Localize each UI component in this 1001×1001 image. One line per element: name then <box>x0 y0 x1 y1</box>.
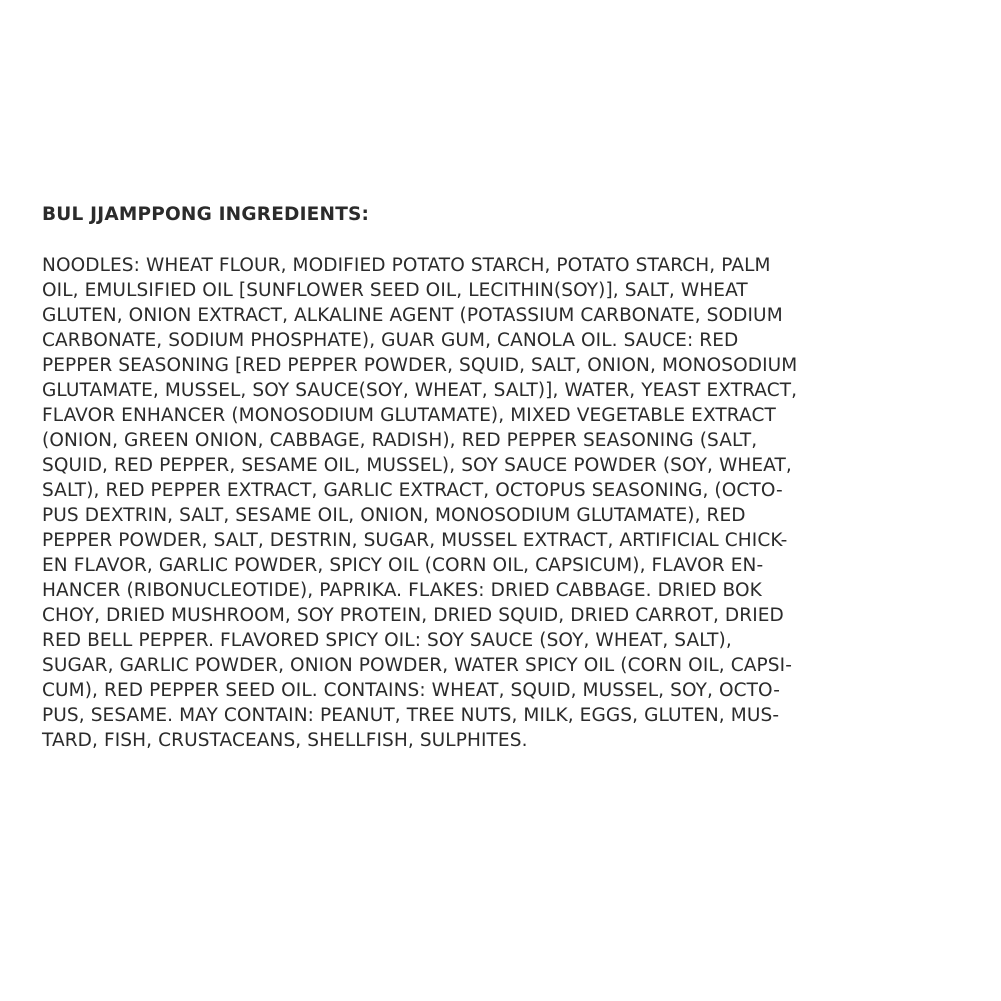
ingredients-line: CHOY, DRIED MUSHROOM, SOY PROTEIN, DRIED SQUID, DRIED CARROT, DRIED <box>42 605 784 626</box>
ingredients-line: CUM), RED PEPPER SEED OIL. CONTAINS: WHEAT, SQUID, MUSSEL, SOY, OCTO- <box>42 680 780 701</box>
ingredients-line: PEPPER POWDER, SALT, DESTRIN, SUGAR, MUSSEL EXTRACT, ARTIFICIAL CHICK- <box>42 530 788 551</box>
document-title: BUL JJAMPPONG INGREDIENTS: <box>42 204 370 225</box>
ingredients-line: GLUTAMATE, MUSSEL, SOY SAUCE(SOY, WHEAT, SALT)], WATER, YEAST EXTRACT, <box>42 380 798 401</box>
ingredients-line: PUS, SESAME. MAY CONTAIN: PEANUT, TREE NUTS, MILK, EGGS, GLUTEN, MUS- <box>42 705 780 726</box>
ingredients-document <box>42 203 972 753</box>
ingredients-line: OIL, EMULSIFIED OIL [SUNFLOWER SEED OIL, LECITHIN(SOY)], SALT, WHEAT <box>42 280 748 301</box>
ingredients-line: SQUID, RED PEPPER, SESAME OIL, MUSSEL), SOY SAUCE POWDER (SOY, WHEAT, <box>42 455 792 476</box>
ingredients-line: CARBONATE, SODIUM PHOSPHATE), GUAR GUM, CANOLA OIL. SAUCE: RED <box>42 330 739 351</box>
ingredients-line: (ONION, GREEN ONION, CABBAGE, RADISH), RED PEPPER SEASONING (SALT, <box>42 430 758 451</box>
ingredients-line: FLAVOR ENHANCER (MONOSODIUM GLUTAMATE), MIXED VEGETABLE EXTRACT <box>42 405 776 426</box>
ingredients-line: RED BELL PEPPER. FLAVORED SPICY OIL: SOY SAUCE (SOY, WHEAT, SALT), <box>42 630 732 651</box>
ingredients-line: SUGAR, GARLIC POWDER, ONION POWDER, WATER SPICY OIL (CORN OIL, CAPSI- <box>42 655 792 676</box>
ingredients-line: PEPPER SEASONING [RED PEPPER POWDER, SQUID, SALT, ONION, MONOSODIUM <box>42 355 798 376</box>
ingredients-line: NOODLES: WHEAT FLOUR, MODIFIED POTATO STARCH, POTATO STARCH, PALM <box>42 255 771 276</box>
ingredients-line: EN FLAVOR, GARLIC POWDER, SPICY OIL (CORN OIL, CAPSICUM), FLAVOR EN- <box>42 555 764 576</box>
ingredients-line: HANCER (RIBONUCLEOTIDE), PAPRIKA. FLAKES: DRIED CABBAGE. DRIED BOK <box>42 580 762 601</box>
ingredients-line: TARD, FISH, CRUSTACEANS, SHELLFISH, SULPHITES. <box>42 730 528 751</box>
ingredients-line: PUS DEXTRIN, SALT, SESAME OIL, ONION, MONOSODIUM GLUTAMATE), RED <box>42 505 746 526</box>
ingredients-line: SALT), RED PEPPER EXTRACT, GARLIC EXTRACT, OCTOPUS SEASONING, (OCTO- <box>42 480 783 501</box>
ingredients-line: GLUTEN, ONION EXTRACT, ALKALINE AGENT (POTASSIUM CARBONATE, SODIUM <box>42 305 783 326</box>
ingredients-text <box>42 253 972 753</box>
